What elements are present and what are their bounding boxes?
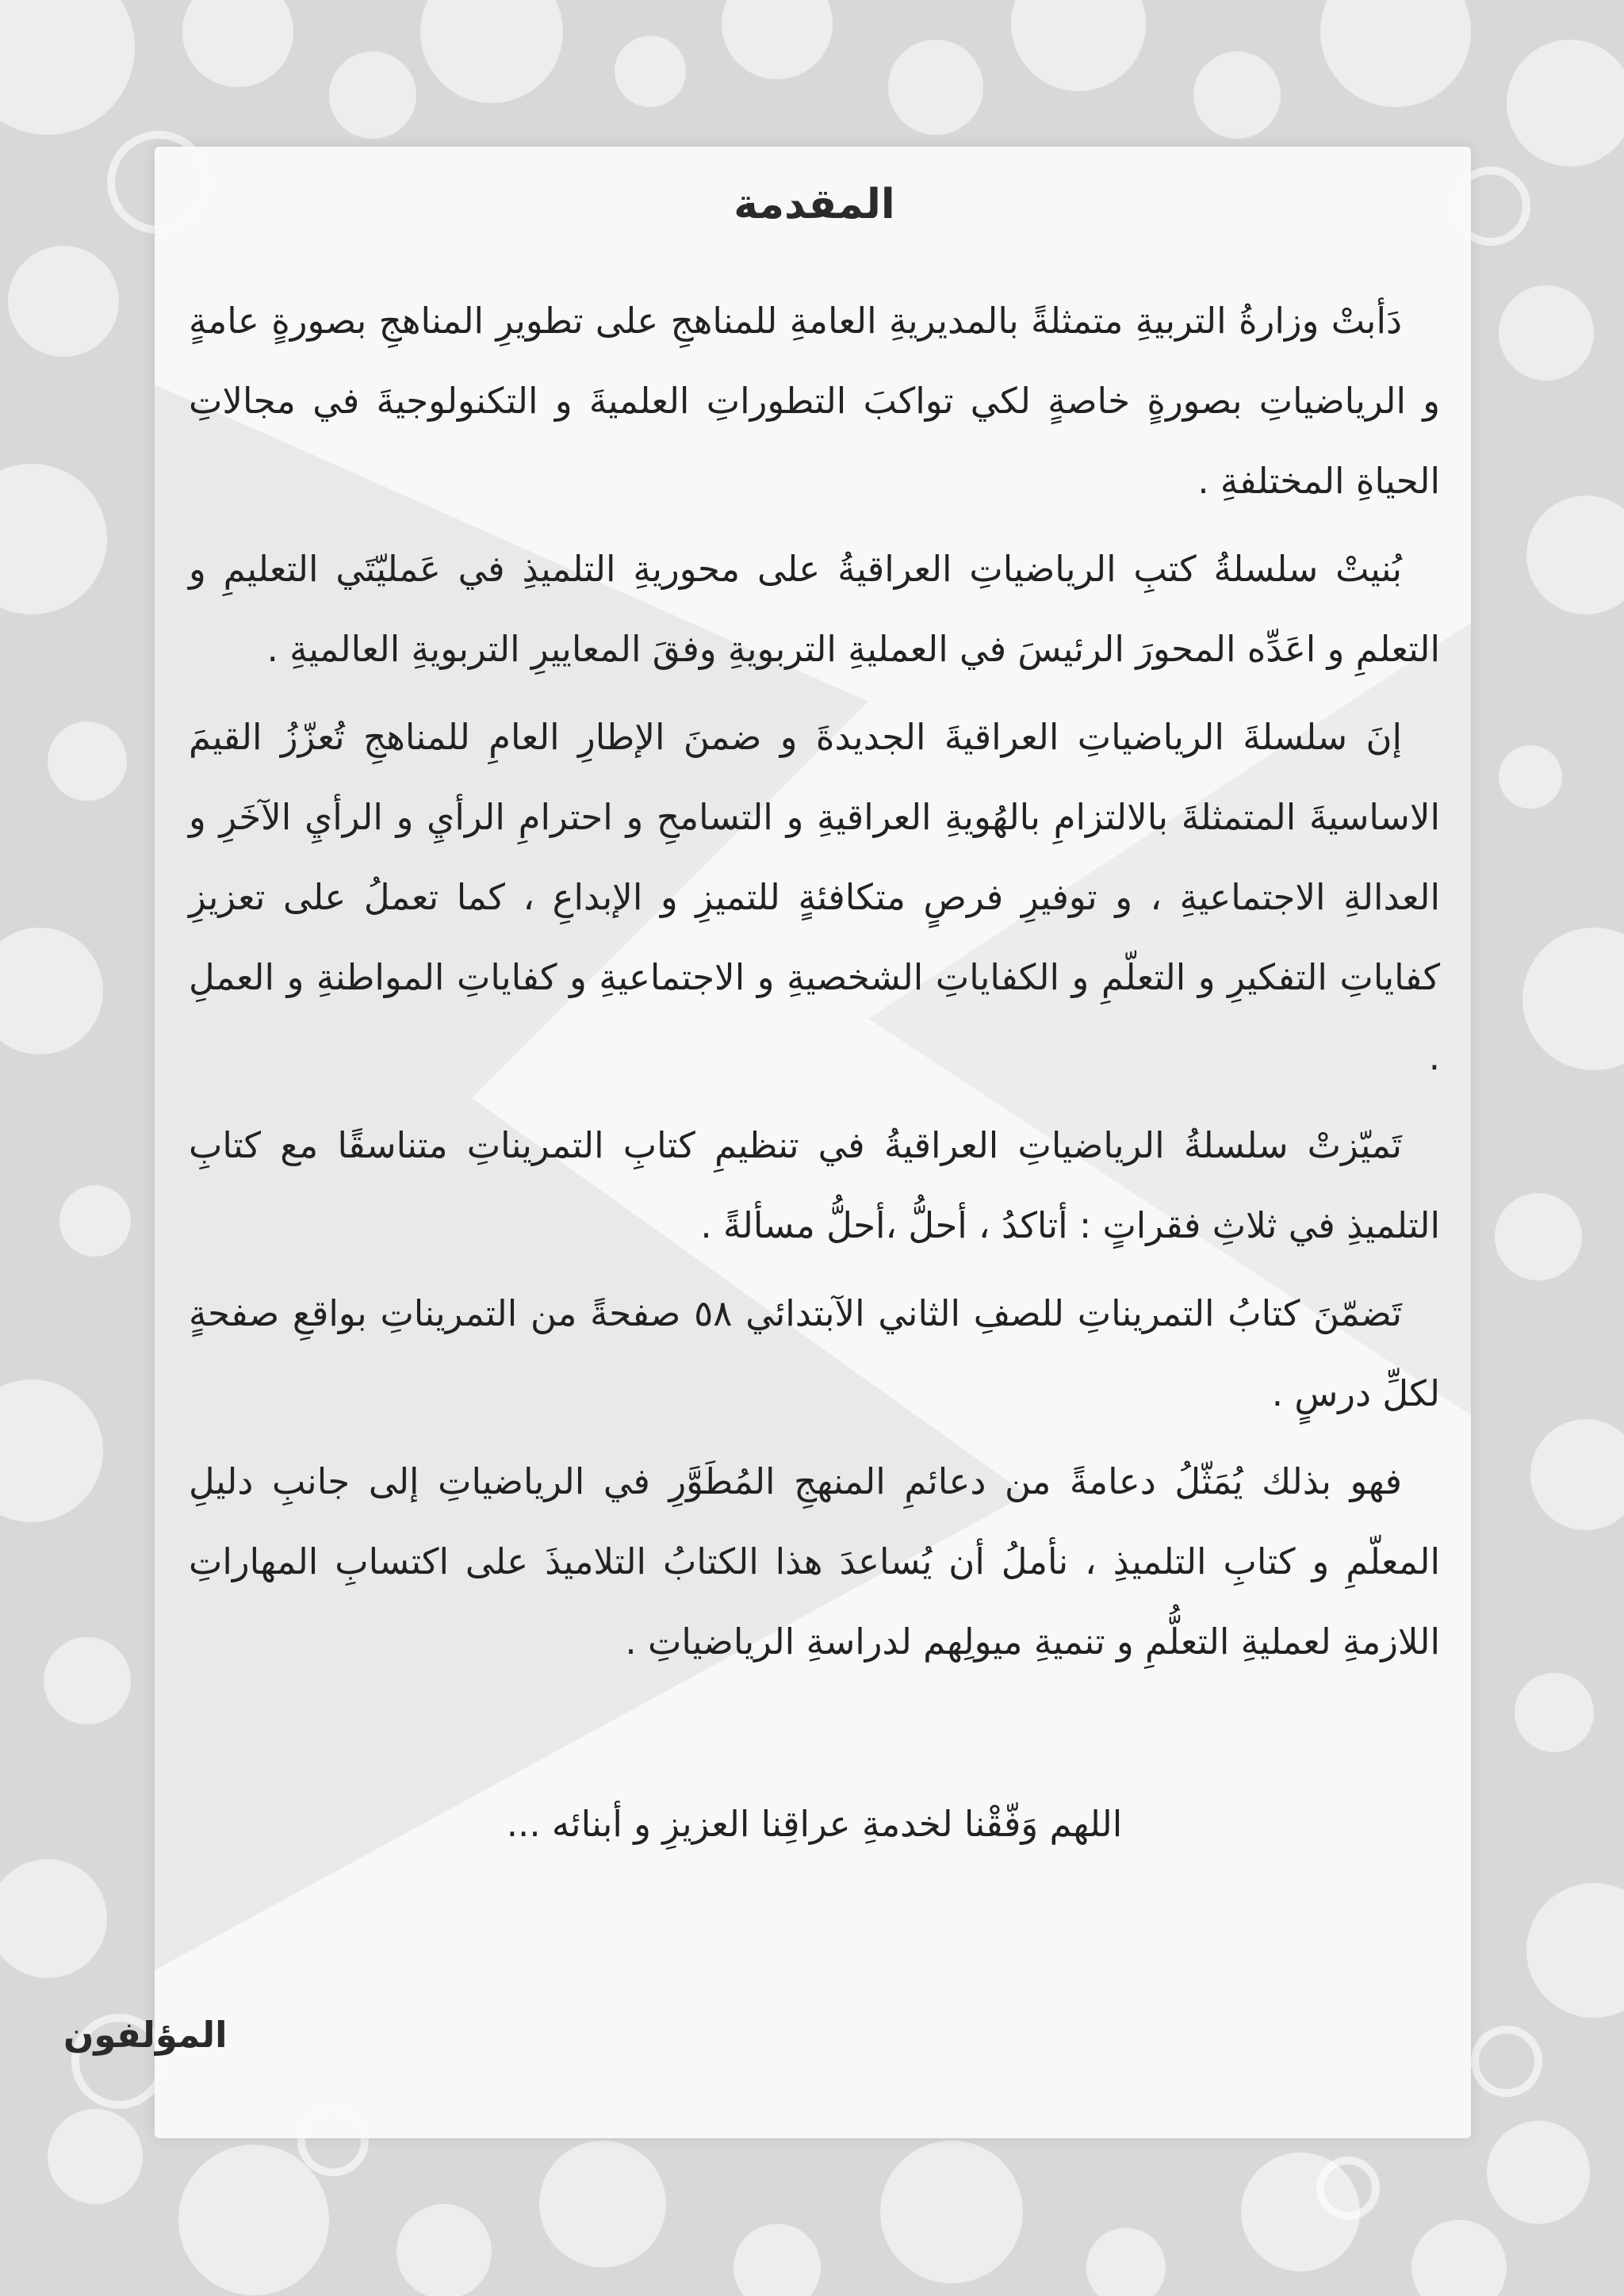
paragraph-1: دَأبتْ وزارةُ التربيةِ متمثلةً بالمديريةِ العامةِ للمناهجِ على تطويرِ المناهجِ بصورةٍ عامةٍ و الرياضياتِ بصورةٍ خاصةٍ لكي تواكبَ التطوراتِ العلميةَ و التكنولوجيةَ في مجالاتِ الحياةِ المختلفةِ . [189, 300, 1440, 502]
paragraph-6: فهو بذلك يُمَثّلُ دعامةً من دعائمِ المنهجِ المُطَوَّرِ في الرياضياتِ إلى جانبِ دليلِ المعلّمِ و كتابِ التلميذِ ، نأملُ أن يُساعدَ هذا الكتابُ التلاميذَ على اكتسابِ المهاراتِ اللازمةِ لعمليةِ التعلُّمِ و تنميةِ ميولِهم لدراسةِ الرياضياتِ . [189, 1460, 1440, 1663]
paragraph-4: تَميّزتْ سلسلةُ الرياضياتِ العراقيةُ في تنظيمِ كتابِ التمريناتِ متناسقًا مع كتابِ التلميذِ في ثلاثِ فقراتٍ : أتاكدُ ، أحلُّ ،أحلُّ مسألةً . [189, 1124, 1440, 1246]
introduction-content [189, 159, 1440, 1848]
authors-signature: المؤلفون [63, 2014, 228, 2056]
paragraph-5: تَضمّنَ كتابُ التمريناتِ للصفِ الثاني الآبتدائي ٥٨ صفحةً من التمريناتِ بواقعِ صفحةٍ لكلِّ درسٍ . [189, 1292, 1440, 1414]
closing-prayer: اللهم وَفّقْنا لخدمةِ عراقِنا العزيزِ و أبنائه ... [506, 1803, 1123, 1845]
paragraph-2: بُنيتْ سلسلةُ كتبِ الرياضياتِ العراقيةُ على محوريةِ التلميذِ في عَمليّتَي التعليمِ و التعلمِ و اعَدِّه المحورَ الرئيسَ في العمليةِ التربويةِ وفقَ المعاييرِ التربويةِ العالميةِ . [189, 548, 1440, 670]
page-title: المقدمة [733, 181, 895, 228]
paragraph-3: إنَ سلسلةَ الرياضياتِ العراقيةَ الجديدةَ و ضمنَ الإطارِ العامِ للمناهجِ تُعزّزُ القيمَ الاساسيةَ المتمثلةَ بالالتزامِ بالهُويةِ العراقيةِ و التسامحِ و احترامِ الرأيِ و الرأيِ الآخَرِ و العدالةِ الاجتماعيةِ ، و توفيرِ فرصٍ متكافئةٍ للتميزِ و الإبداعِ ، كما تعملُ على تعزيزِ كفاياتِ التفكيرِ و التعلّمِ و الكفاياتِ الشخصيةِ و الاجتماعيةِ و كفاياتِ المواطنةِ و العملِ . [189, 716, 1440, 1078]
